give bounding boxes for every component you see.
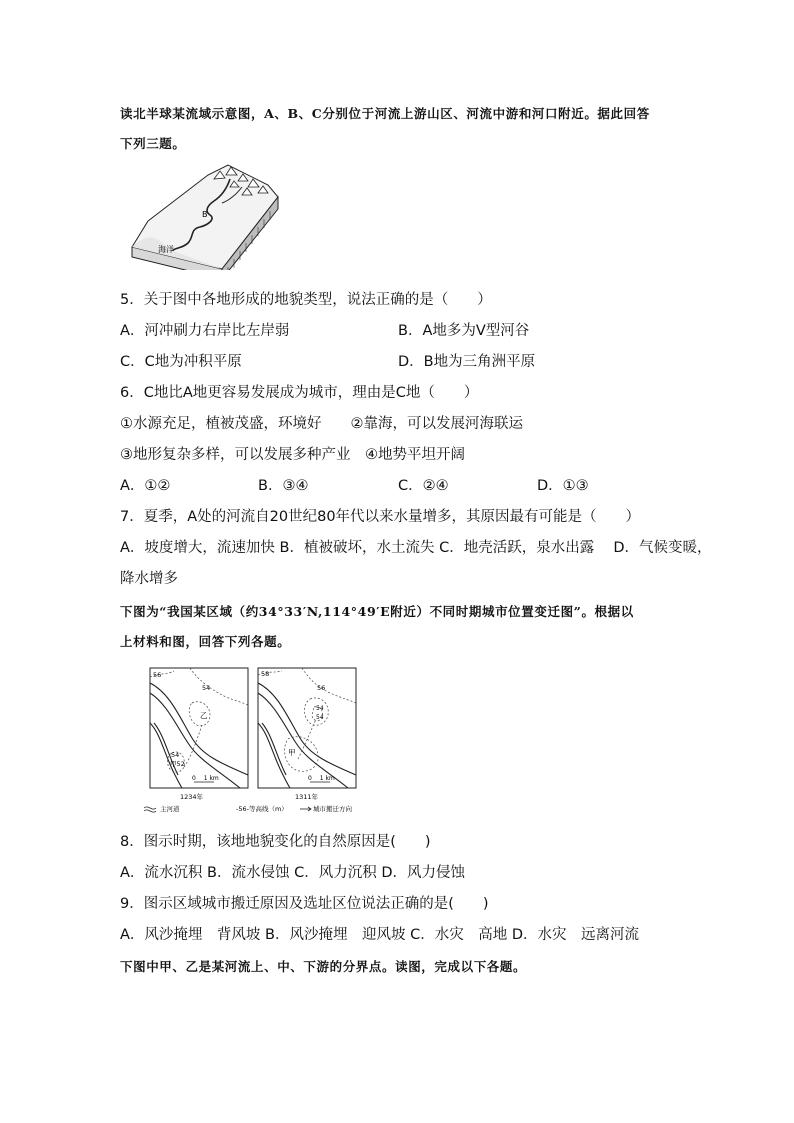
right-scale: 0 1 km: [308, 775, 335, 782]
q6-option-b: B．③④: [258, 478, 309, 494]
map-legend: [144, 804, 353, 813]
intro3-line1: 下图中甲、乙是某河流上、中、下游的分界点。读图，完成以下各题。: [120, 959, 527, 974]
q8-options: A．流水沉积 B．流水侵蚀 C．风力沉积 D．风力侵蚀: [120, 865, 465, 881]
right-contour-54-a: 54: [316, 705, 324, 712]
q5-option-a: A．河冲刷力右岸比左岸弱: [120, 323, 290, 339]
legend-arrow: 城市搬迁方向: [313, 805, 352, 813]
q6-option-d: D．①③: [537, 478, 589, 494]
left-label-yi: 乙: [200, 711, 208, 720]
intro1-line1: 读北半球某流域示意图，A、B、C分别位于河流上游山区、河流中游和河口附近。据此回答: [120, 106, 650, 121]
q7-options-line2: 降水增多: [120, 571, 178, 587]
right-year: 1311年: [295, 793, 319, 801]
q5-option-d: D．B地为三角洲平原: [398, 354, 536, 370]
right-contour-56: 56: [317, 684, 326, 692]
q5-stem: 5．关于图中各地形成的地貌类型，说法正确的是（ ）: [120, 292, 492, 308]
intro2-line1: 下图为“我国某区域（约34°33′N,114°49′E附近）不同时期城市位置变迁图”。根据以: [120, 604, 634, 619]
legend-contour: -56-等高线（m）: [236, 805, 288, 813]
q8-stem: 8．图示时期，该地地貌变化的自然原因是( ): [120, 834, 431, 850]
left-contour-54: 54: [202, 684, 211, 692]
q7-stem: 7．夏季，A处的河流自20世纪80年代以来水量增多，其原因最有可能是（ ）: [120, 509, 641, 525]
label-b: B: [202, 210, 208, 219]
right-contour-54-b: 54: [316, 714, 324, 721]
q6-stem: 6．C地比A地更容易发展成为城市，理由是C地（ ）: [120, 385, 479, 401]
q5-option-c: C．C地为冲积平原: [120, 354, 242, 370]
right-label-jia: 甲: [288, 748, 296, 757]
q6-option-a: A．①②: [120, 478, 171, 494]
right-contour-58: 58: [261, 670, 270, 678]
q6-item-line2: ③地形复杂多样，可以发展多种产业 ④地势平坦开阔: [120, 447, 465, 463]
q5-option-b: B．A地多为V型河谷: [398, 323, 530, 339]
q6-item-line1: ①水源充足，植被茂盛，环境好 ②靠海，可以发展河海联运: [120, 416, 523, 432]
river-basin-block-diagram: [130, 157, 280, 270]
legend-river: 主河道: [160, 805, 180, 813]
city-relocation-maps: [140, 663, 380, 813]
q9-stem: 9．图示区域城市搬迁原因及选址区位说法正确的是( ): [120, 896, 489, 912]
label-sea: 海洋: [158, 245, 174, 254]
intro2-line2: 上材料和图，回答下列各题。: [120, 634, 291, 649]
left-scale: 0 1 km: [192, 775, 219, 782]
q9-options: A．风沙掩埋 背风坡 B．风沙掩埋 迎风坡 C．水灾 高地 D．水灾 远离河流: [120, 927, 639, 943]
left-label-jia52: 甲52: [170, 760, 185, 768]
q6-option-c: C．②④: [398, 478, 449, 494]
intro1-line2: 下列三题。: [120, 136, 186, 151]
left-contour-54-bottom: 54: [171, 751, 180, 759]
left-year: 1234年: [180, 793, 204, 801]
left-contour-56: 56: [153, 671, 162, 679]
left-map-frame: [150, 668, 248, 788]
q7-options-line1: A．坡度增大，流速加快 B．植被破坏，水土流失 C．地壳活跃，泉水出露 D．气候变暖，: [120, 540, 712, 556]
right-map-frame: [258, 668, 356, 788]
